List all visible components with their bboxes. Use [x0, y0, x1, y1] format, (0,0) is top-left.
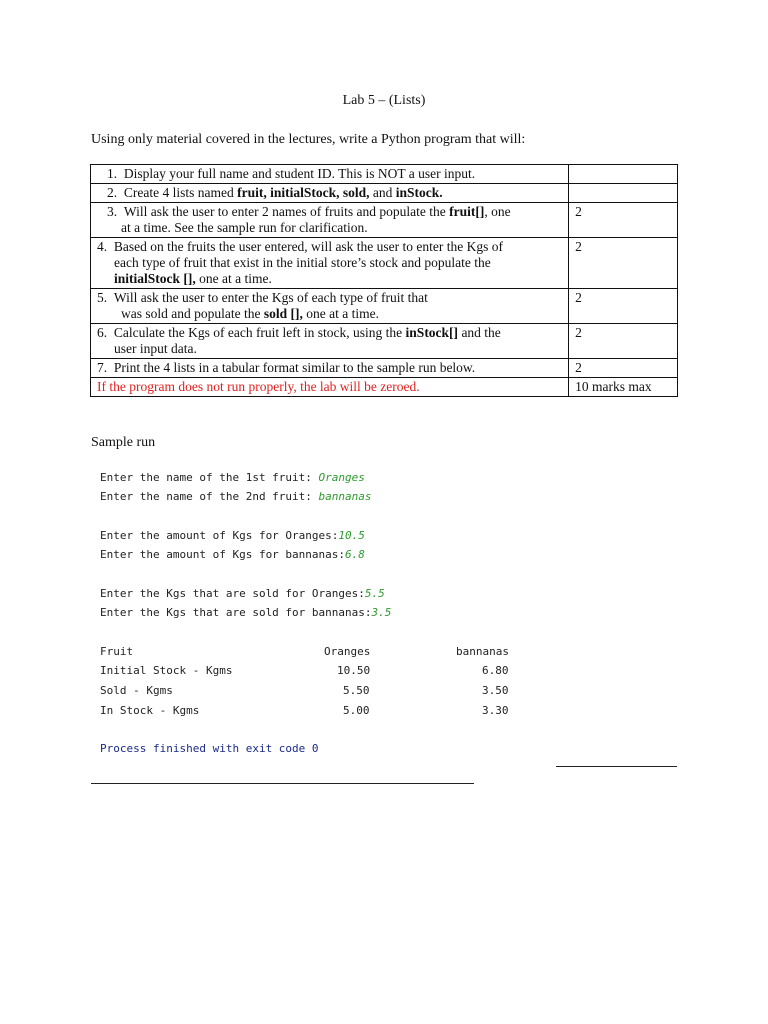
task-bold-text: inStock. — [395, 185, 443, 200]
task-text: at a time. See the sample run for clarification. — [121, 220, 368, 235]
table-row — [91, 289, 678, 324]
output-row-label: In Stock - Kgms — [100, 704, 200, 717]
mark-cell: 2 — [569, 289, 678, 324]
task-text: , one — [484, 204, 511, 219]
task-text: and the — [458, 325, 501, 340]
mark-cell: 2 — [569, 238, 678, 289]
output-row-label: Sold - Kgms — [100, 684, 173, 697]
max-marks: 10 marks max — [569, 378, 678, 397]
task-cell — [91, 238, 569, 289]
console-prompt: Enter the name of the 1st fruit: — [100, 471, 319, 484]
console-line — [100, 471, 365, 484]
task-text: and — [369, 185, 396, 200]
row-number: 1. — [107, 166, 118, 181]
signature-line-left — [91, 783, 474, 784]
mark-cell: 2 — [569, 203, 678, 238]
mark-cell: 2 — [569, 324, 678, 359]
task-cell — [91, 359, 569, 378]
console-input: 3.5 — [371, 606, 392, 619]
requirements-table — [90, 164, 678, 397]
exit-message: Process finished with exit code 0 — [100, 742, 319, 755]
signature-line-right — [556, 766, 677, 767]
task-cell — [91, 184, 569, 203]
task-text: Based on the fruits the user entered, will ask the user to enter the Kgs of — [113, 239, 504, 254]
warning-text: If the program does not run properly, the lab will be zeroed. — [91, 378, 569, 397]
task-text: one at a time. — [302, 306, 379, 321]
task-text: Display your full name and student ID. This is NOT a user input. — [123, 166, 476, 181]
row-number: 3. — [107, 204, 118, 219]
console-line — [100, 548, 365, 561]
console-line — [100, 490, 372, 503]
table-row — [91, 378, 678, 397]
task-text: each type of fruit that exist in the initial store’s stock and populate the — [114, 255, 491, 270]
console-prompt: Enter the name of the 2nd fruit: — [100, 490, 319, 503]
row-number: 2. — [107, 185, 118, 200]
task-text: Create 4 lists named — [123, 185, 238, 200]
output-cell: 6.80 — [482, 664, 509, 677]
table-row — [91, 184, 678, 203]
task-text: Print the 4 lists in a tabular format similar to the sample run below. — [113, 360, 476, 375]
task-cell — [91, 165, 569, 184]
mark-cell: 2 — [569, 359, 678, 378]
console-line — [100, 529, 365, 542]
output-cell: 3.30 — [482, 704, 509, 717]
task-text: Calculate the Kgs of each fruit left in stock, using the — [113, 325, 406, 340]
console-input: 6.8 — [345, 548, 365, 561]
output-row-label: Initial Stock - Kgms — [100, 664, 233, 677]
sample-run-label: Sample run — [91, 435, 156, 450]
console-line — [100, 587, 385, 600]
console-prompt: Enter the amount of Kgs for bannanas: — [100, 548, 346, 561]
intro-text: Using only material covered in the lectures, write a Python program that will: — [91, 132, 526, 147]
console-line — [100, 606, 391, 619]
task-cell — [91, 289, 569, 324]
row-number: 6. — [97, 325, 108, 340]
row-number: 4. — [97, 239, 108, 254]
output-cell: 3.50 — [482, 684, 509, 697]
output-header-col1: Oranges — [324, 645, 371, 658]
console-input: 10.5 — [338, 529, 365, 542]
lab-title: Lab 5 – (Lists) — [342, 93, 426, 108]
task-cell — [91, 324, 569, 359]
task-bold-text: sold [], — [263, 306, 303, 321]
task-bold-text: fruit, initialStock, sold, — [237, 185, 370, 200]
console-prompt: Enter the Kgs that are sold for Oranges: — [100, 587, 365, 600]
table-row — [91, 203, 678, 238]
task-text: one at a time. — [195, 271, 272, 286]
table-row — [91, 165, 678, 184]
console-prompt: Enter the Kgs that are sold for bannanas: — [100, 606, 372, 619]
row-number: 5. — [97, 290, 108, 305]
task-text: user input data. — [114, 341, 197, 356]
output-header-fruit: Fruit — [100, 645, 134, 658]
task-bold-text: fruit[] — [449, 204, 485, 219]
output-cell: 10.50 — [337, 664, 371, 677]
mark-cell — [569, 184, 678, 203]
task-text: Will ask the user to enter the Kgs of each type of fruit that — [113, 290, 428, 305]
output-cell: 5.00 — [343, 704, 370, 717]
table-row — [91, 238, 678, 289]
console-input: bannanas — [318, 490, 372, 503]
table-row — [91, 324, 678, 359]
output-cell: 5.50 — [343, 684, 370, 697]
row-number: 7. — [97, 360, 108, 375]
table-row — [91, 359, 678, 378]
console-input: Oranges — [318, 471, 365, 484]
task-bold-text: initialStock [], — [114, 271, 196, 286]
mark-cell — [569, 165, 678, 184]
output-header-col2: bannanas — [456, 645, 509, 658]
task-text: Will ask the user to enter 2 names of fruits and populate the — [123, 204, 450, 219]
console-input: 5.5 — [364, 587, 385, 600]
task-cell — [91, 203, 569, 238]
task-bold-text: inStock[] — [405, 325, 459, 340]
task-text: was sold and populate the — [121, 306, 264, 321]
console-prompt: Enter the amount of Kgs for Oranges: — [100, 529, 339, 542]
